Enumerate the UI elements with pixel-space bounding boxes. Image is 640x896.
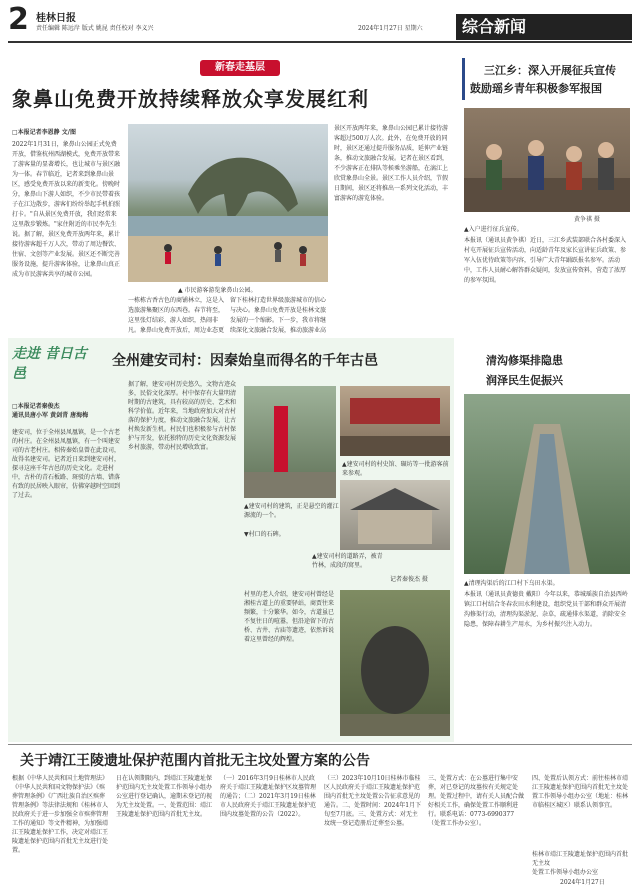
recruitment-visit-illustration — [464, 108, 630, 212]
notice-col-e: 三、处置方式：在公墓进行集中安葬，对已登记的坟墓按有关规定处理。处置过程中，请有关人员配合做好相关工作，确保处置工作顺利进行。联系电话：0773-6990377（处置工作办公室）。 — [428, 775, 525, 827]
feature-photo-gate — [244, 386, 336, 498]
canal-illustration — [464, 394, 630, 574]
notice-col-c: （一）2016年3月9日桂林市人民政府关于靖江王陵遗址保护区坟墓管理的通告；（二）2021年3月19日桂林市人民政府关于靖江王陵遗址保护范围内坟墓处置的公告（2022）。 — [220, 775, 317, 818]
issue-date: 2024年1月27日 星期六 — [358, 25, 423, 32]
feature-body-3: 村里的老人介绍，建安司村曾经是湘桂古道上的重要驿站，商贾往来频繁，十分繁华。如今，古道虽已不复往日的喧嚣，但沿途留下的古桥、古井、古庙等遗迹，依然诉说着这里曾经的辉煌。 — [244, 591, 335, 643]
feature-headline: 全州建安司村：因秦始皇而得名的千年古邑 — [112, 353, 378, 369]
editors-line: 责任编辑 陈远岸 版式 姚昆 责任校对 李义兴 — [36, 25, 154, 32]
page-number: 2 — [8, 2, 29, 37]
side-top-body: 本报讯（通讯员黄争祺）近日，三江乡武装部联合各村委深入村屯开展征兵宣传活动，向适龄青年及家长宣讲征兵政策、参军入伍优待政策等内容，引导广大青年踊跃报名参军。活动中，工作人员耐心解答群众疑问，发放宣传资料，营造了浓厚的参军氛围。 — [464, 237, 627, 284]
lead-headline: 象鼻山免费开放持续释放众享发展红利 — [12, 87, 369, 111]
feature-body-2: 据了解，建安司村历史悠久，文物古迹众多，民俗文化深厚。村中保存有大量明清时期的古建筑，具有较高的历史、艺术和科学价值。近年来，当地政府加大对古村落的保护力度，推动文旅融合发展，让古村焕发新生机。村民们也积极参与古村保护与开发，依托独特的历史文化资源发展乡村旅游，带动村民增收致富。 — [128, 381, 237, 451]
notice-col-f: 四、处置后认领方式：前往桂林市靖江王陵遗址保护范围内首批无主坟处置工作领导小组办公室（地址：桂林市临桂区城区）联系认领事宜。 — [532, 775, 629, 809]
feature-photo-building — [340, 480, 450, 550]
lead-byline: □本报记者李恩静 文/图 — [12, 129, 76, 136]
feature-photo-stone — [340, 590, 450, 736]
feature-caption-4: ▲建安司村的道路弄，被青竹林，成段的窝里。 — [312, 553, 383, 569]
section-title: 综合新闻 — [456, 14, 632, 40]
notice-signature-date: 2024年1月27日 — [560, 879, 605, 886]
notice-headline: 关于靖江王陵遗址保护范围内首批无主坟处置方案的公告 — [20, 753, 370, 769]
feature-photo-credit: 记者秦俊杰 摄 — [390, 576, 428, 583]
feature-caption-2: ▲建安司村的建筑，正是悬空的灌江源流的一个。 — [244, 503, 339, 519]
old-building-illustration — [340, 480, 450, 550]
museum-illustration — [340, 386, 450, 456]
side-top-headline-2: 鼓励瑶乡青年积极参军报国 — [470, 82, 602, 95]
side-bottom-headline-1: 清沟修渠排隐患 — [486, 354, 563, 367]
side-bottom-photo — [464, 394, 630, 574]
lead-body-right: 留下桂林打造世界级旅游城市的信心与决心。象鼻山免费开放是桂林文旅发展的一个缩影。下一步，我市将继续深化文旅融合发展，推动旅游业高 — [230, 297, 327, 334]
side-top-caption: ▲入户进行征兵宣传。 — [464, 226, 523, 233]
notice-signature-1: 桂林市靖江王陵遗址保护范围内首批无主坟 — [532, 851, 629, 867]
side-top-photo — [464, 108, 630, 212]
side-top-bar — [462, 58, 465, 100]
lead-body-col3: 景区开放两年来，象鼻山公园已累计接待游客超过500万人次。此外，在免费开放的同时，景区还通过提升服务品质，延伸产业链条，推动文旅融合发展。记者在景区看到，不少游客正在排队等候乘坐游船，在漓江上欣赏象鼻山全景。景区工作人员介绍，节假日期间，景区还将推出一系列文化活动，丰富游客的游览体验。 — [334, 125, 449, 202]
notice-col-b: 日在认领期限内，到靖江王陵遗址保护范围内无主坟处置工作领导小组办公室进行登记确认，逾期未登记的视为无主坟处置。一、处置范围：靖江王陵遗址保护范围内首批无主坟。 — [116, 775, 213, 818]
side-top-headline-1: 三江乡：深入开展征兵宣传 — [484, 64, 616, 77]
lead-body-left: 2022年1月31日，象鼻山公园正式免费开放，借鉴杭州西湖模式，免费开放带来了游客量的显著增长，也让城市与景区融为一体。春节临近，记者来到象鼻山景区，感受免费开放以来的新变化。傍晚时分，象鼻山下游人如织，不少市民带着孩子在江边散步，游客们纷纷举起手机拍照打卡。"自从景区免费开放，我们经常来这里散步锻炼。"家住附近的市民李先生说。据了解，景区免费开放两年来，累计接待游客超千万人次，带动了周边餐饮、住宿、文创等产业发展。景区还不断完善服务设施，提升游客体验，让象鼻山真正成为市民游客共享的城市公园。 — [12, 141, 121, 278]
lead-kicker: 新春走基层 — [200, 60, 280, 76]
side-bottom-body: 本报讯（通讯员黄德贵 戴阳）今年以来，恭城瑶族自治县西岭镇江口村结合冬春农田水利建设，组织党员干部和群众开展清沟修渠行动，清理沟渠淤泥、杂草，疏通排水渠道，消除安全隐患，保障春耕生产用水，为乡村振兴注入动力。 — [464, 591, 628, 628]
notice-col-a: 根据《中华人民共和国土地管理法》《中华人民共和国文物保护法》《殡葬管理条例》《广西壮族自治区殡葬管理条例》等法律法规和《桂林市人民政府关于进一步加强全市殡葬管理工作的通知》等文件精神，为加强靖江王陵遗址保护工作，决定对靖江王陵遗址保护范围内首批无主坟进行处置。 — [12, 775, 109, 854]
bottom-rule — [8, 744, 632, 745]
paper-name: 桂林日报 — [36, 13, 76, 24]
feature-byline: □本报记者秦俊杰 通讯员唐小军 黄剑青 唐海梅 — [12, 403, 89, 419]
feature-caption-1: ▲建安司村的村史馆、碾坊等一批游客前来参观。 — [342, 461, 449, 477]
feature-body-1: 建安司，位于全州县凤凰镇，是一个古老的村庄。在全州县凤凰镇，有一个叫建安司的古老村庄。相传秦始皇曾在此设司，故得名建安司。记者近日来到建安司村，探寻这座千年古邑的历史文化。走进村中，古朴的青石板路、斑驳的古墙、错落有致的民居映入眼帘，仿佛穿越时空回到了过去。 — [12, 429, 121, 499]
side-top-author: 黄争祺 摄 — [574, 216, 600, 223]
side-bottom-headline-2: 润泽民生促振兴 — [486, 374, 563, 387]
feature-stamp: 走进 昔日古邑 — [12, 346, 87, 382]
notice-signature-2: 处置工作领导小组办公室 — [532, 869, 599, 876]
elephant-hill-illustration — [128, 124, 328, 282]
notice-col-d: （三）2023年10月10日桂林市临桂区人民政府关于靖江王陵遗址保护范围内首批无主坟处置公告征求意见的通告。二、处置时间：2024年1月下旬至7月底。三、处置方式：对无主坟统一登记造册后迁葬至公墓。 — [324, 775, 422, 827]
feature-caption-3: ▼村口的石碑。 — [244, 531, 285, 538]
header-rule — [8, 41, 632, 43]
lead-photo-caption: ▲ 市民游客游览象鼻山公园。 — [178, 287, 257, 294]
lead-photo — [128, 124, 328, 282]
lead-body-mid: 一栋栋古香古色的商铺林立，这是入选旅游集聚区的东西巷。春节将至，这里张灯结彩，游人如织，热闹非凡。象鼻山免费开放后，周边业态更 — [128, 297, 225, 334]
village-gate-illustration — [244, 386, 336, 498]
side-bottom-caption: ▲清理沟渠后的江口村下乌田水渠。 — [464, 580, 559, 587]
feature-photo-museum — [340, 386, 450, 456]
stone-tablet-illustration — [340, 590, 450, 736]
